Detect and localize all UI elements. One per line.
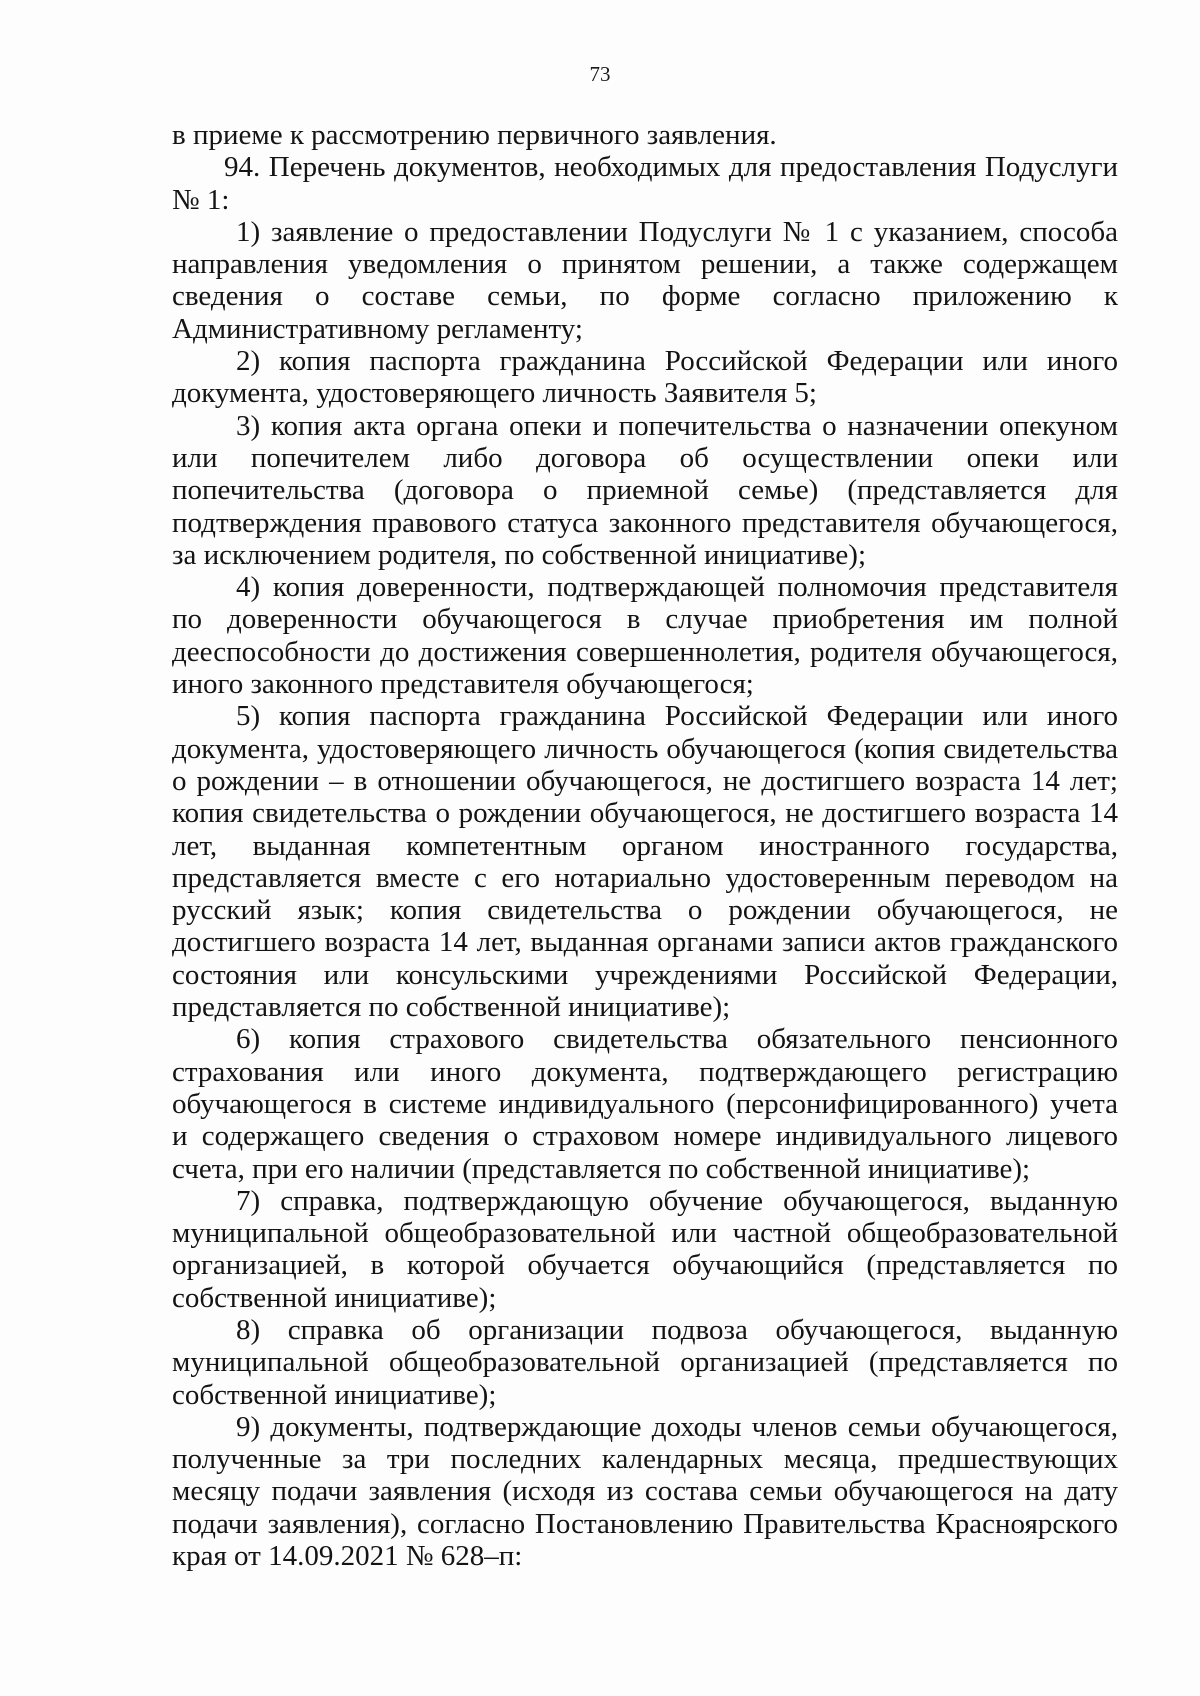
list-item-3: 3) копия акта органа опеки и попечительства о назначении опекуном или попечителем либо договора об осуществлении опеки или попечительства (договора о приемной семье) (представляется для подтверждения правового статуса законного представителя обучающегося, за исключением родителя, по собственной инициативе); (172, 409, 1118, 571)
list-item-1: 1) заявление о предоставлении Подуслуги № 1 с указанием, способа направления уведомления о принятом решении, а также содержащем сведения о составе семьи, по форме согласно приложению к Административному регламенту; (172, 215, 1118, 345)
list-item-9: 9) документы, подтверждающие доходы членов семьи обучающегося, полученные за три последних календарных месяца, предшествующих месяцу подачи заявления (исходя из состава семьи обучающегося на дату подачи заявления), согласно Постановлению Правительства Красноярского края от 14.09.2021 № 628–п: (172, 1410, 1118, 1573)
document-body (172, 119, 1118, 1572)
list-item-6: 6) копия страхового свидетельства обязательного пенсионного страхования или иного документа, подтверждающего регистрацию обучающегося в системе индивидуального (персонифицированного) учета и содержащего сведения о страховом номере индивидуального лицевого счета, при его наличии (представляется по собственной инициативе); (172, 1023, 1118, 1185)
list-item-8: 8) справка об организации подвоза обучающегося, выданную муниципальной общеобразовательной организацией (представляется по собственной инициативе); (172, 1313, 1118, 1411)
page-number: 73 (589, 62, 611, 86)
list-item-7: 7) справка, подтверждающую обучение обучающегося, выданную муниципальной общеобразовательной или частной общеобразовательной организацией, в которой обучается обучающийся (представляется по собственной инициативе); (172, 1184, 1118, 1314)
paragraph-94-heading: 94. Перечень документов, необходимых для предоставления Подуслуги № 1: (172, 151, 1118, 216)
paragraph-continuation: в приеме к рассмотрению первичного заявления. (172, 119, 777, 151)
list-item-4: 4) копия доверенности, подтверждающей полномочия представителя по доверенности обучающегося в случае приобретения им полной дееспособности до достижения совершеннолетия, родителя обучающегося, иного законного представителя обучающегося; (172, 571, 1118, 701)
list-item-2: 2) копия паспорта гражданина Российской Федерации или иного документа, удостоверяющего личность Заявителя 5; (172, 345, 1118, 410)
list-item-5: 5) копия паспорта гражданина Российской Федерации или иного документа, удостоверяющего личность обучающегося (копия свидетельства о рождении – в отношении обучающегося, не достигшего возраста 14 лет; копия свидетельства о рождении обучающегося, не достигшего возраста 14 лет, выданная компетентным органом иностранного государства, представляется вместе с его нотариально удостоверенным переводом на русский язык; копия свидетельства о рождении обучающегося, не достигшего возраста 14 лет, выданная органами записи актов гражданского состояния или консульскими учреждениями Российской Федерации, представляется по собственной инициативе); (172, 700, 1118, 1024)
